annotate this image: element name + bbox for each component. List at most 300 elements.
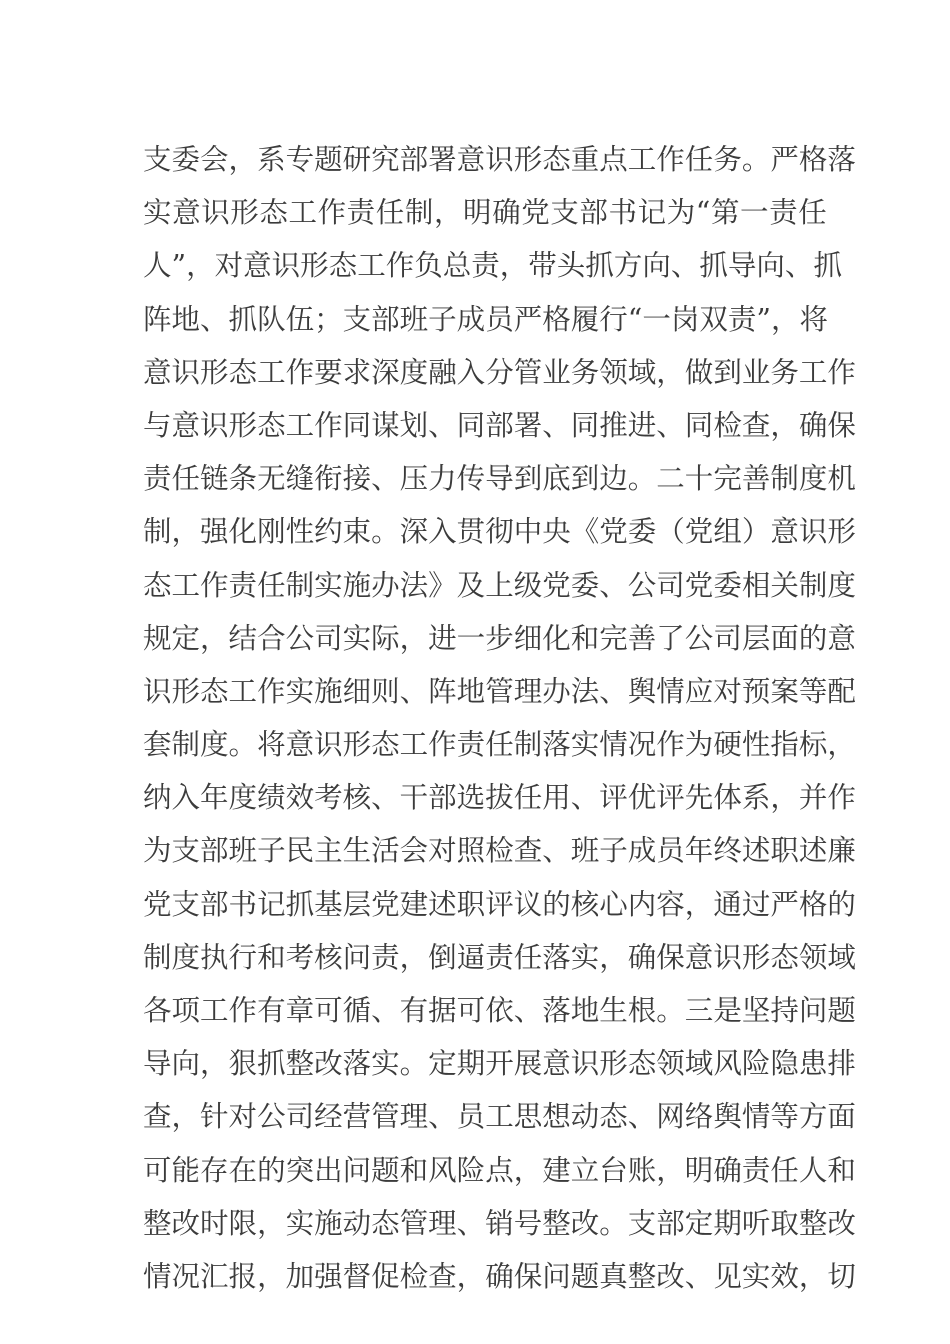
glyph: 善 — [741, 462, 771, 496]
glyph: 照 — [456, 834, 486, 868]
glyph: 倒 — [428, 940, 457, 974]
glyph: 、 — [513, 994, 543, 1027]
glyph: 通 — [713, 887, 742, 921]
glyph: 党 — [521, 196, 550, 230]
glyph: 业 — [542, 355, 571, 389]
glyph: 司 — [285, 1100, 315, 1134]
glyph: 作 — [314, 408, 343, 442]
glyph: 生 — [599, 994, 628, 1027]
glyph: 营 — [342, 1100, 372, 1134]
glyph: 理 — [513, 674, 543, 708]
glyph: 成 — [627, 834, 657, 868]
glyph: 绩 — [257, 781, 286, 815]
glyph: 责 — [741, 1153, 771, 1187]
glyph: ， — [770, 781, 799, 815]
glyph: 态 — [257, 408, 286, 442]
document-line-text — [143, 1197, 856, 1250]
glyph: 领 — [656, 1047, 685, 1081]
glyph: 的 — [257, 1153, 286, 1187]
document-line — [143, 1144, 856, 1197]
glyph: 推 — [599, 408, 628, 442]
glyph: 融 — [428, 355, 457, 389]
glyph: ， — [257, 1206, 286, 1240]
glyph: 突 — [285, 1153, 315, 1187]
glyph: 第 — [710, 196, 740, 230]
glyph: 员 — [656, 834, 685, 868]
glyph: 员 — [485, 302, 514, 336]
glyph: ， — [499, 249, 529, 283]
glyph: 面 — [827, 1100, 856, 1134]
glyph: 排 — [827, 1047, 856, 1081]
glyph: 完 — [599, 621, 628, 655]
document-line-text — [143, 399, 856, 452]
glyph: 导 — [727, 249, 757, 283]
glyph: 作 — [827, 781, 856, 815]
glyph: 整 — [542, 1206, 571, 1240]
glyph: “ — [627, 302, 643, 336]
glyph: 制 — [404, 196, 434, 230]
glyph: 度 — [228, 781, 258, 815]
glyph: 导 — [143, 1047, 172, 1081]
glyph: 抓 — [228, 302, 258, 336]
document-line-text — [143, 612, 856, 665]
glyph: 、 — [542, 834, 571, 868]
glyph: 结 — [228, 621, 258, 655]
glyph: 阵 — [143, 302, 172, 336]
glyph: 了 — [656, 621, 685, 655]
document-line-text — [143, 505, 856, 558]
glyph: 形 — [827, 515, 856, 549]
glyph: 舆 — [627, 674, 657, 708]
glyph: 报 — [228, 1259, 258, 1293]
glyph: 任 — [257, 568, 286, 602]
glyph: 形 — [741, 940, 771, 974]
document-line — [143, 718, 856, 771]
glyph: 整 — [143, 1206, 172, 1240]
glyph: 定 — [171, 621, 201, 655]
glyph: 工 — [171, 568, 201, 602]
glyph: 实 — [570, 728, 600, 762]
glyph: 案 — [770, 674, 799, 708]
glyph: 述 — [428, 887, 457, 921]
glyph: 管 — [399, 1206, 429, 1240]
glyph: 办 — [542, 674, 571, 708]
document-line — [143, 452, 856, 505]
glyph: 、 — [627, 1100, 657, 1134]
glyph: 究 — [371, 143, 400, 176]
glyph: 严 — [770, 887, 799, 921]
document-line-text — [143, 1037, 856, 1090]
glyph: 深 — [399, 515, 429, 549]
document-line — [143, 771, 856, 824]
glyph: 情 — [599, 728, 628, 762]
glyph: 想 — [542, 1100, 571, 1134]
glyph: 工 — [200, 994, 229, 1027]
glyph: 司 — [713, 621, 742, 655]
glyph: 时 — [200, 1206, 229, 1240]
glyph: 书 — [228, 887, 258, 921]
glyph: 的 — [827, 887, 856, 921]
glyph: 条 — [228, 462, 258, 496]
glyph: 问 — [542, 1259, 571, 1293]
document-line — [143, 1197, 856, 1250]
glyph: 干 — [399, 781, 429, 815]
glyph: 制 — [798, 568, 828, 602]
document-line-text — [143, 239, 842, 292]
glyph: 完 — [713, 462, 742, 496]
glyph: 改 — [171, 1206, 201, 1240]
glyph: 识 — [314, 728, 343, 762]
glyph: 根 — [627, 994, 657, 1027]
glyph: 核 — [314, 940, 343, 974]
glyph: 有 — [257, 994, 286, 1027]
glyph: 强 — [314, 1259, 343, 1293]
glyph: 级 — [513, 568, 543, 602]
glyph: ， — [186, 249, 215, 283]
document-line — [143, 399, 856, 452]
glyph: 实 — [143, 196, 172, 230]
glyph: 施 — [314, 674, 343, 708]
glyph: 缝 — [285, 462, 315, 496]
glyph: 要 — [314, 355, 343, 389]
glyph: 应 — [684, 674, 714, 708]
glyph: 委 — [627, 515, 657, 549]
glyph: 对 — [428, 834, 457, 868]
glyph: 刚 — [257, 515, 286, 549]
glyph: 意 — [770, 515, 799, 549]
glyph: 识 — [485, 143, 514, 176]
glyph: 理 — [428, 1206, 457, 1240]
glyph: 向 — [171, 1047, 201, 1081]
glyph: 到 — [513, 462, 543, 496]
glyph: 加 — [285, 1259, 315, 1293]
glyph: 进 — [627, 408, 657, 442]
glyph: ， — [513, 1153, 543, 1187]
glyph: 地 — [171, 302, 201, 336]
glyph: 形 — [200, 355, 229, 389]
glyph: 实 — [285, 674, 315, 708]
glyph: 子 — [257, 834, 286, 868]
glyph: 优 — [627, 781, 657, 815]
glyph: 意 — [827, 621, 856, 655]
glyph: 与 — [143, 408, 172, 442]
glyph: 意 — [171, 408, 201, 442]
glyph: 法 — [399, 568, 429, 602]
glyph: 述 — [741, 834, 771, 868]
glyph: 研 — [342, 143, 372, 176]
glyph: 风 — [428, 1153, 457, 1187]
glyph: 公 — [684, 621, 714, 655]
glyph: 工 — [257, 355, 286, 389]
glyph: 核 — [570, 887, 600, 921]
glyph: 成 — [456, 302, 486, 336]
glyph: ， — [228, 143, 258, 176]
glyph: 务 — [770, 355, 799, 389]
glyph: 落 — [542, 728, 571, 762]
glyph: 领 — [599, 355, 628, 389]
glyph: 动 — [570, 1100, 600, 1134]
glyph: 格 — [798, 143, 828, 176]
glyph: 班 — [399, 302, 429, 336]
glyph: 委 — [171, 143, 201, 176]
glyph: 保 — [827, 408, 856, 442]
glyph: 、 — [599, 568, 628, 602]
document-line — [143, 931, 856, 984]
glyph: 可 — [314, 994, 343, 1027]
glyph: 年 — [684, 834, 714, 868]
glyph: 建 — [399, 887, 429, 921]
glyph: 识 — [200, 408, 229, 442]
glyph: 形 — [599, 1047, 628, 1081]
glyph: ； — [314, 302, 343, 336]
glyph: 核 — [342, 781, 372, 815]
glyph: 任 — [684, 143, 714, 176]
glyph: ， — [433, 196, 463, 230]
glyph: 落 — [342, 1047, 372, 1081]
glyph: 等 — [798, 674, 828, 708]
glyph: 取 — [770, 1206, 799, 1240]
glyph: 署 — [428, 143, 457, 176]
glyph: 台 — [599, 1153, 628, 1187]
glyph: 人 — [143, 249, 172, 283]
glyph: 意 — [243, 249, 272, 283]
glyph: 查 — [513, 834, 543, 868]
glyph: 循 — [342, 994, 372, 1027]
glyph: ， — [399, 621, 429, 655]
glyph: 划 — [399, 408, 429, 442]
glyph: 项 — [171, 994, 201, 1027]
glyph: 作 — [317, 196, 347, 230]
glyph: 向 — [756, 249, 785, 283]
glyph: 考 — [314, 781, 343, 815]
glyph: 工 — [357, 249, 386, 283]
glyph: 落 — [542, 940, 571, 974]
glyph: 、 — [656, 408, 685, 442]
glyph: 为 — [143, 834, 172, 868]
glyph: 保 — [513, 1259, 543, 1293]
glyph: 地 — [456, 674, 486, 708]
glyph: 党 — [542, 568, 571, 602]
glyph: 对 — [713, 674, 742, 708]
glyph: 系 — [741, 781, 771, 815]
glyph: 用 — [542, 781, 571, 815]
glyph: 态 — [371, 728, 400, 762]
glyph: 支 — [143, 143, 172, 176]
glyph: 。 — [741, 143, 771, 176]
document-line — [143, 186, 827, 239]
glyph: 子 — [599, 834, 628, 868]
glyph: 工 — [485, 1100, 514, 1134]
glyph: 责 — [769, 196, 798, 230]
glyph: 、 — [371, 462, 400, 496]
glyph: 、 — [428, 408, 457, 442]
document-line — [143, 824, 856, 877]
glyph: 经 — [314, 1100, 343, 1134]
glyph: 员 — [456, 1100, 486, 1134]
glyph: 民 — [285, 834, 315, 868]
glyph: 确 — [627, 940, 657, 974]
glyph: 部 — [371, 302, 400, 336]
glyph: 体 — [713, 781, 742, 815]
glyph: 到 — [570, 462, 600, 496]
glyph: 意 — [143, 355, 172, 389]
glyph: 意 — [684, 940, 714, 974]
glyph: 约 — [314, 515, 343, 549]
glyph: 度 — [827, 568, 856, 602]
glyph: 为 — [666, 196, 696, 230]
glyph: 到 — [713, 355, 742, 389]
glyph: 、 — [684, 1259, 714, 1293]
glyph: 专 — [285, 143, 315, 176]
glyph: 部 — [200, 887, 229, 921]
glyph: 期 — [713, 1206, 742, 1240]
glyph: 规 — [143, 621, 172, 655]
glyph: 可 — [456, 994, 486, 1027]
glyph: 和 — [570, 621, 600, 655]
glyph: 检 — [485, 834, 514, 868]
glyph: 度 — [798, 462, 828, 496]
document-line-text — [143, 133, 856, 186]
glyph: 地 — [570, 994, 600, 1027]
glyph: 廉 — [827, 834, 856, 868]
glyph: 抓 — [585, 249, 614, 283]
glyph: 任 — [513, 940, 543, 974]
glyph: 域 — [827, 940, 856, 974]
glyph: 、 — [570, 781, 600, 815]
glyph: 为 — [684, 728, 714, 762]
glyph: 查 — [143, 1100, 172, 1134]
glyph: 确 — [492, 196, 521, 230]
glyph: 情 — [656, 674, 685, 708]
document-line — [143, 612, 856, 665]
glyph: 过 — [741, 887, 771, 921]
glyph: 况 — [627, 728, 657, 762]
glyph: 套 — [143, 728, 172, 762]
glyph: 工 — [627, 143, 657, 176]
glyph: 的 — [542, 887, 571, 921]
glyph: 任 — [770, 1153, 799, 1187]
glyph: 化 — [542, 621, 571, 655]
glyph: 和 — [399, 1153, 429, 1187]
glyph: ， — [200, 1047, 229, 1081]
document-line-text — [143, 559, 856, 612]
glyph: 入 — [456, 355, 486, 389]
glyph: 各 — [143, 994, 172, 1027]
glyph: 负 — [414, 249, 443, 283]
glyph: 制 — [143, 940, 172, 974]
glyph: 章 — [285, 994, 315, 1027]
glyph: 作 — [656, 143, 685, 176]
glyph: 存 — [200, 1153, 229, 1187]
glyph: 领 — [798, 940, 828, 974]
glyph: 。 — [656, 994, 685, 1027]
glyph: 并 — [798, 781, 828, 815]
glyph: 和 — [257, 940, 286, 974]
glyph: 整 — [285, 1047, 315, 1081]
glyph: 、 — [599, 674, 628, 708]
glyph: 改 — [314, 1047, 343, 1081]
glyph: 思 — [513, 1100, 543, 1134]
glyph: ， — [456, 1259, 486, 1293]
glyph: 实 — [741, 1259, 771, 1293]
glyph: 化 — [228, 515, 258, 549]
glyph: 执 — [200, 940, 229, 974]
glyph: 务 — [570, 355, 600, 389]
glyph: 任 — [798, 196, 827, 230]
glyph: 法 — [570, 674, 600, 708]
glyph: 形 — [300, 249, 329, 283]
document-line — [143, 665, 856, 718]
glyph: 整 — [627, 1259, 657, 1293]
glyph: 委 — [713, 568, 742, 602]
glyph: 中 — [513, 515, 543, 549]
glyph: ， — [827, 728, 856, 762]
glyph: 可 — [143, 1153, 172, 1187]
glyph: 善 — [627, 621, 657, 655]
document-line — [143, 293, 827, 346]
glyph: ， — [798, 1259, 828, 1293]
glyph: 严 — [513, 302, 543, 336]
glyph: 、 — [428, 1100, 457, 1134]
glyph: 任 — [513, 781, 543, 815]
glyph: 强 — [200, 515, 229, 549]
glyph: 作 — [827, 355, 856, 389]
glyph: 立 — [570, 1153, 600, 1187]
glyph: 舆 — [713, 1100, 742, 1134]
glyph: 性 — [285, 515, 315, 549]
document-line-text — [143, 931, 856, 984]
glyph: “ — [695, 196, 711, 230]
glyph: 检 — [713, 408, 742, 442]
glyph: 整 — [798, 1206, 828, 1240]
glyph: 部 — [399, 143, 429, 176]
glyph: 作 — [656, 728, 685, 762]
glyph: 度 — [200, 728, 229, 762]
glyph: 导 — [485, 462, 514, 496]
glyph: 据 — [428, 994, 457, 1027]
glyph: 司 — [314, 621, 343, 655]
glyph: 性 — [741, 728, 771, 762]
glyph: 彻 — [485, 515, 514, 549]
glyph: 情 — [143, 1259, 172, 1293]
glyph: 态 — [599, 1100, 628, 1134]
glyph: 基 — [314, 887, 343, 921]
glyph: ， — [684, 887, 714, 921]
document-line — [143, 559, 856, 612]
glyph: 队 — [257, 302, 286, 336]
glyph: ， — [200, 621, 229, 655]
glyph: 确 — [713, 1153, 742, 1187]
glyph: 意 — [456, 143, 486, 176]
glyph: 细 — [342, 674, 372, 708]
glyph: 号 — [513, 1206, 543, 1240]
glyph: 点 — [599, 143, 628, 176]
glyph: 度 — [399, 355, 429, 389]
glyph: 层 — [342, 887, 372, 921]
glyph: 书 — [608, 196, 638, 230]
glyph: 接 — [342, 462, 372, 496]
glyph: 分 — [485, 355, 514, 389]
glyph: 深 — [371, 355, 400, 389]
document-line — [143, 984, 856, 1037]
glyph: 无 — [257, 462, 286, 496]
glyph: 头 — [556, 249, 586, 283]
glyph: 班 — [570, 834, 600, 868]
glyph: 格 — [798, 887, 828, 921]
glyph: ” — [171, 249, 187, 283]
glyph: 终 — [713, 834, 742, 868]
glyph: 明 — [463, 196, 492, 230]
